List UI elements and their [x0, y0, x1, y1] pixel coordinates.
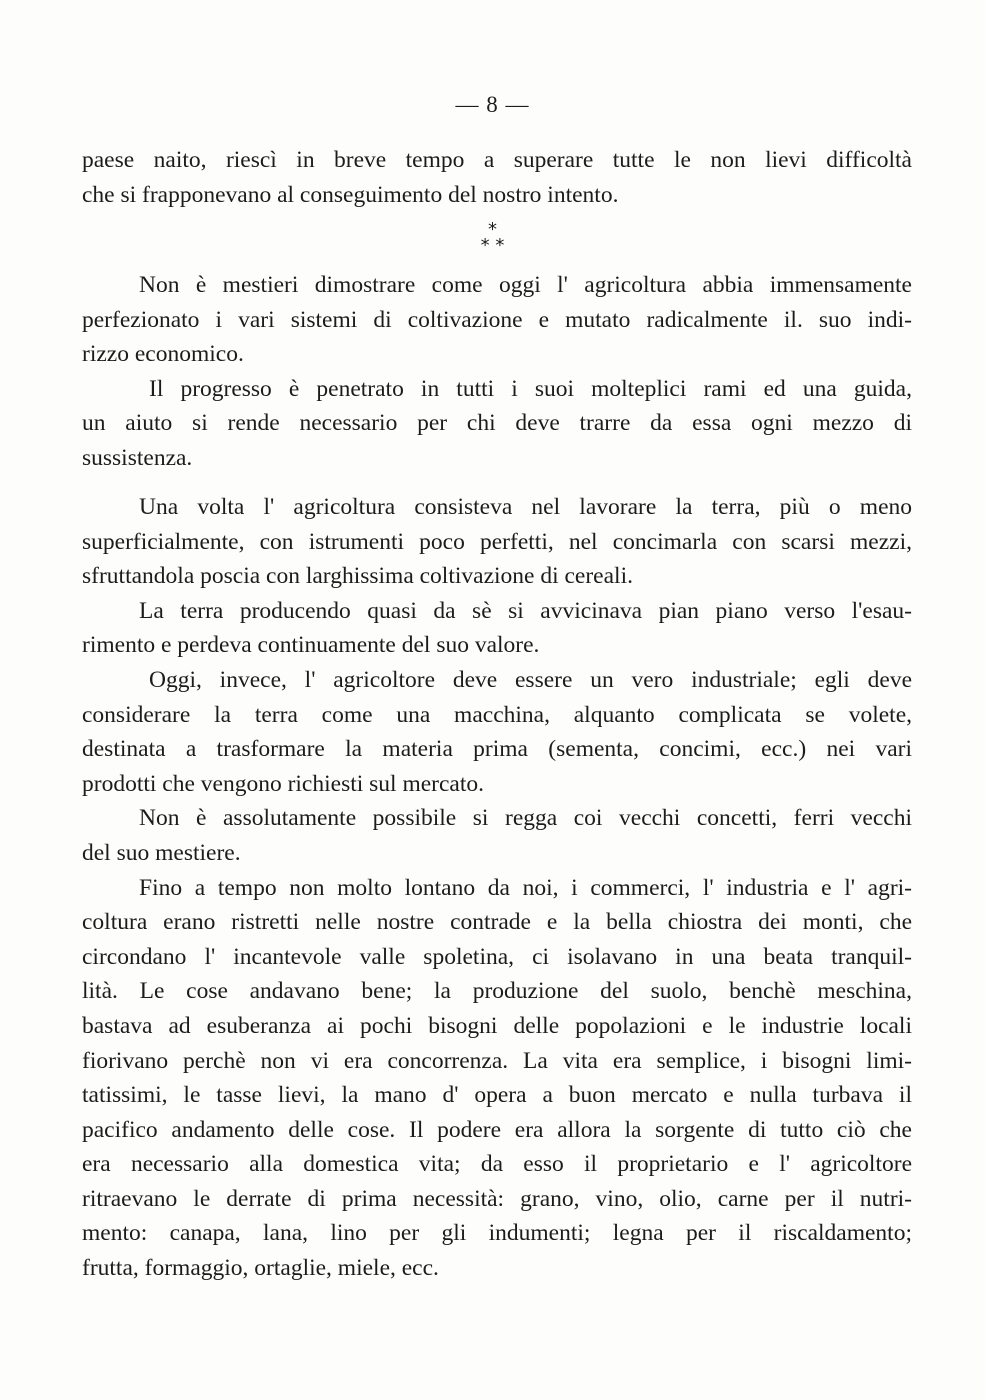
- text-line: Il progresso è penetrato in tutti i suoi molteplici rami ed una guida,: [149, 375, 912, 402]
- paragraph-continuation: [82, 143, 912, 212]
- text-line: considerare la terra come una macchina, alquanto complicata se volete,: [82, 701, 912, 728]
- text-line: sfruttandola poscia con larghissima coltivazione di cereali.: [82, 563, 633, 590]
- text-line: Non è mestieri dimostrare come oggi l' agricoltura abbia immensamente: [139, 272, 912, 298]
- text-line: Fino a tempo non molto lontano da noi, i commerci, l' industria e l' agri-: [139, 874, 912, 901]
- text-line: rimento e perdeva continuamente del suo valore.: [82, 632, 540, 659]
- text-line: circondano l' incantevole valle spoletina, ci isolavano in una beata tranquil-: [82, 943, 912, 970]
- text-line: pacifico andamento delle cose. Il podere era allora la sorgente di tutto ciò che: [82, 1116, 912, 1143]
- text-line: perfezionato i vari sistemi di coltivazione e mutato radicalmente il. suo indi-: [82, 306, 912, 333]
- asterism-bottom: * *: [480, 235, 505, 256]
- text-line: La terra producendo quasi da sè si avvicinava pian piano verso l'esau-: [139, 597, 912, 624]
- text-line: era necessario alla domestica vita; da esso il proprietario e l' agricoltore: [82, 1151, 912, 1178]
- asterism-separator: [0, 219, 985, 256]
- text-line: prodotti che vengono richiesti sul mercato.: [82, 770, 485, 797]
- text-line: destinata a trasformare la materia prima (sementa, concimi, ecc.) nei vari: [82, 736, 912, 763]
- text-line: mento: canapa, lana, lino per gli indumenti; legna per il riscaldamento;: [82, 1220, 912, 1247]
- text-line: superficialmente, con istrumenti poco perfetti, nel concimarla con scarsi mezzi,: [82, 528, 912, 555]
- text-line: ritraevano le derrate di prima necessità: grano, vino, olio, carne per il nutri-: [82, 1185, 912, 1212]
- text-line: paese naito, riescì in breve tempo a superare tutte le non lievi difficoltà: [82, 147, 912, 173]
- text-line: coltura erano ristretti nelle nostre contrade e la bella chiostra dei monti, che: [82, 909, 912, 936]
- text-line: sussistenza.: [82, 444, 193, 471]
- section-paragraphs-2: [82, 490, 912, 1286]
- text-line: del suo mestiere.: [82, 839, 241, 866]
- text-line: Una volta l' agricoltura consisteva nel lavorare la terra, più o meno: [139, 494, 912, 520]
- text-line: bastava ad esuberanza ai pochi bisogni delle popolazioni e le industrie locali: [82, 1012, 912, 1039]
- text-line: un aiuto si rende necessario per chi deve trarre da essa ogni mezzo di: [82, 410, 912, 437]
- section-paragraphs-1: [82, 268, 912, 476]
- text-line: lità. Le cose andavano bene; la produzione del suolo, benchè meschina,: [82, 978, 912, 1005]
- text-line: frutta, formaggio, ortaglie, miele, ecc.: [82, 1255, 439, 1282]
- text-line: Non è assolutamente possibile si regga coi vecchi concetti, ferri vecchi: [139, 805, 912, 832]
- text-line: fiorivano perchè non vi era concorrenza. La vita era semplice, i bisogni limi-: [82, 1047, 912, 1074]
- text-line: che si frapponevano al conseguimento del nostro intento.: [82, 181, 619, 208]
- text-line: rizzo economico.: [82, 341, 244, 368]
- text-line: Oggi, invece, l' agricoltore deve essere un vero industriale; egli deve: [149, 666, 912, 693]
- page-number: — 8 —: [455, 92, 530, 117]
- asterism-top: *: [488, 219, 497, 240]
- text-line: tatissimi, le tasse lievi, la mano d' opera a buon mercato e nulla turbava il: [82, 1082, 912, 1109]
